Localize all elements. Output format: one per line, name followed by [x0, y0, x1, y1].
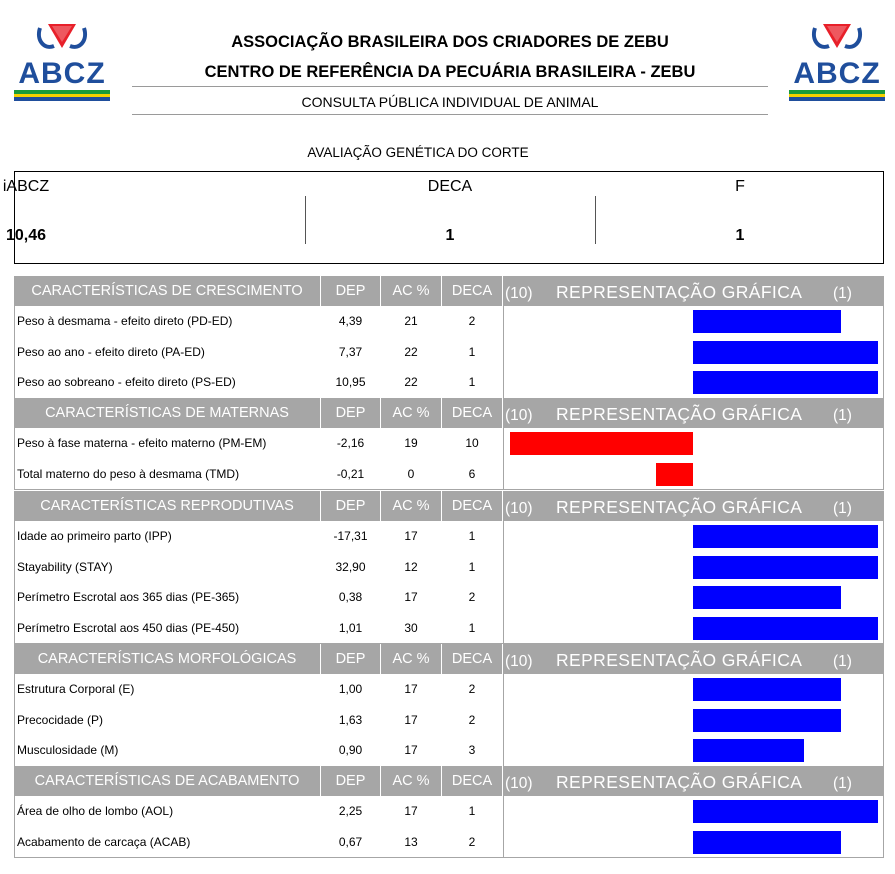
column-header-scale — [503, 398, 884, 428]
abcz-logo-text: ABCZ — [793, 57, 881, 90]
trait-ac: 17 — [404, 590, 418, 604]
column-header-dep: DEP — [335, 283, 366, 299]
trait-deca: 2 — [468, 712, 476, 727]
trait-dep: 1,01 — [338, 620, 363, 635]
trait-deca: 1 — [468, 559, 476, 574]
positive-bar — [693, 525, 878, 548]
positive-bar — [693, 310, 841, 333]
header-divider — [132, 86, 768, 87]
scale-min-label: (10) — [505, 407, 533, 424]
trait-deca: 2 — [468, 314, 476, 328]
trait-ac: 22 — [404, 375, 418, 389]
positive-bar — [693, 556, 878, 579]
abcz-emblem-icon — [34, 20, 90, 56]
trait-dep: -2,16 — [336, 436, 365, 450]
trait-dep: 7,37 — [338, 344, 363, 359]
trait-deca: 3 — [468, 743, 476, 757]
column-header-deca: DECA — [451, 283, 493, 299]
table-row — [15, 705, 883, 736]
group-name: CARACTERÍSTICAS DE ACABAMENTO — [34, 773, 300, 789]
group-header — [14, 276, 884, 306]
table-row — [15, 428, 883, 459]
positive-bar — [693, 586, 841, 609]
header-title-line2: CENTRO DE REFERÊNCIA DA PECUÁRIA BRASILEIRA - ZEBU — [204, 63, 696, 81]
trait-deca: 2 — [468, 682, 476, 696]
trait-dep: 0,67 — [338, 834, 363, 849]
trait-ac: 0 — [407, 466, 415, 481]
table-row — [15, 337, 883, 368]
table-row — [15, 827, 883, 858]
trait-ac: 17 — [404, 682, 418, 696]
group-body — [14, 674, 884, 767]
scale-title: REPRESENTAÇÃO GRÁFICA — [556, 650, 803, 670]
trait-name: Perímetro Escrotal aos 450 dias (PE-450) — [17, 620, 240, 635]
trait-deca: 1 — [468, 804, 476, 818]
scale-min-label: (10) — [505, 285, 533, 302]
group-body — [14, 796, 884, 858]
negative-bar — [510, 432, 693, 455]
trait-name: Estrutura Corporal (E) — [17, 682, 135, 696]
group-header — [14, 766, 884, 796]
column-header-scale — [503, 276, 884, 306]
trait-name: Perímetro Escrotal aos 365 dias (PE-365) — [17, 590, 240, 604]
trait-name: Musculosidade (M) — [17, 743, 119, 757]
trait-deca: 1 — [468, 529, 476, 543]
trait-deca: 1 — [468, 344, 476, 359]
column-header-scale — [503, 491, 884, 521]
trait-name: Stayability (STAY) — [17, 559, 113, 574]
column-header-ac: AC % — [392, 283, 430, 299]
group-name: CARACTERÍSTICAS MORFOLÓGICAS — [37, 651, 297, 667]
negative-bar — [656, 463, 693, 486]
column-header-ac: AC % — [392, 498, 430, 514]
trait-dep: -17,31 — [333, 529, 368, 543]
positive-bar — [693, 617, 878, 640]
positive-bar — [693, 371, 878, 394]
trait-name: Área de olho de lombo (AOL) — [17, 804, 174, 818]
trait-dep: 32,90 — [335, 559, 366, 574]
summary-label: iABCZ — [2, 178, 50, 195]
trait-dep: 4,39 — [338, 314, 363, 328]
trait-ac: 19 — [404, 436, 418, 450]
positive-bar — [693, 341, 878, 364]
trait-ac: 12 — [404, 559, 418, 574]
column-header-deca: DECA — [451, 498, 493, 514]
header-title-line1: ASSOCIAÇÃO BRASILEIRA DOS CRIADORES DE ZEBU — [231, 33, 669, 51]
trait-name: Peso ao ano - efeito direto (PA-ED) — [17, 344, 205, 359]
trait-name: Peso à fase materna - efeito materno (PM-EM) — [17, 436, 267, 450]
trait-name: Precocidade (P) — [17, 712, 104, 727]
group-body — [14, 428, 884, 490]
column-header-deca: DECA — [451, 405, 493, 421]
trait-name: Idade ao primeiro parto (IPP) — [17, 529, 172, 543]
summary-label: DECA — [427, 178, 473, 195]
trait-deca: 6 — [468, 466, 476, 481]
table-row — [15, 367, 883, 398]
trait-dep: -0,21 — [336, 466, 365, 481]
scale-max-label: (1) — [833, 500, 852, 517]
summary-value: 1 — [735, 227, 745, 244]
group-name: CARACTERÍSTICAS REPRODUTIVAS — [40, 498, 294, 514]
positive-bar — [693, 831, 841, 854]
trait-ac: 30 — [404, 620, 418, 635]
trait-ac: 21 — [404, 314, 418, 328]
group-header — [14, 398, 884, 428]
column-header-scale — [503, 766, 884, 796]
trait-name: Acabamento de carcaça (ACAB) — [17, 834, 191, 849]
scale-max-label: (1) — [833, 407, 852, 424]
scale-title: REPRESENTAÇÃO GRÁFICA — [556, 404, 803, 424]
trait-ac: 17 — [404, 743, 418, 757]
trait-name: Peso à desmama - efeito direto (PD-ED) — [17, 314, 233, 328]
scale-title: REPRESENTAÇÃO GRÁFICA — [556, 497, 803, 517]
group-name: CARACTERÍSTICAS DE CRESCIMENTO — [31, 283, 303, 299]
positive-bar — [693, 800, 878, 823]
column-header-ac: AC % — [392, 773, 430, 789]
group-body — [14, 521, 884, 644]
summary-label: F — [735, 178, 745, 195]
table-row — [15, 521, 883, 552]
trait-deca: 1 — [468, 375, 476, 389]
abcz-logo-left — [14, 20, 110, 102]
summary-box — [2, 171, 884, 264]
positive-bar — [693, 678, 841, 701]
group-header — [14, 644, 884, 674]
summary-value: 1 — [445, 227, 455, 244]
group-body — [14, 306, 884, 399]
section-title: AVALIAÇÃO GENÉTICA DO CORTE — [307, 145, 529, 160]
summary-f — [595, 172, 885, 263]
summary-value: 10,46 — [5, 227, 47, 244]
scale-title: REPRESENTAÇÃO GRÁFICA — [556, 772, 803, 792]
table-row — [15, 552, 883, 583]
trait-deca: 2 — [468, 590, 476, 604]
table-row — [15, 459, 883, 490]
trait-ac: 17 — [404, 529, 418, 543]
table-row — [15, 796, 883, 827]
trait-deca: 10 — [465, 436, 479, 450]
scale-min-label: (10) — [505, 500, 533, 517]
scale-min-label: (10) — [505, 653, 533, 670]
group-header — [14, 491, 884, 521]
scale-min-label: (10) — [505, 775, 533, 792]
trait-dep: 1,63 — [338, 712, 363, 727]
scale-max-label: (1) — [833, 775, 852, 792]
table-row — [15, 306, 883, 337]
summary-deca — [305, 172, 595, 263]
trait-name: Total materno do peso à desmama (TMD) — [17, 466, 240, 481]
group-name: CARACTERÍSTICAS DE MATERNAS — [45, 405, 289, 421]
trait-deca: 1 — [468, 620, 476, 635]
trait-ac: 17 — [404, 712, 418, 727]
header-divider — [132, 114, 768, 115]
column-header-dep: DEP — [335, 651, 366, 667]
column-header-dep: DEP — [335, 405, 366, 421]
trait-name: Peso ao sobreano - efeito direto (PS-ED) — [17, 375, 236, 389]
trait-ac: 13 — [404, 834, 418, 849]
abcz-logo-text: ABCZ — [18, 57, 106, 90]
column-header-ac: AC % — [392, 405, 430, 421]
positive-bar — [693, 709, 841, 732]
column-header-dep: DEP — [335, 498, 366, 514]
trait-dep: 10,95 — [335, 375, 366, 389]
column-header-ac: AC % — [392, 651, 430, 667]
trait-dep: 0,90 — [338, 743, 363, 757]
flag-stripe-icon — [14, 90, 110, 101]
scale-max-label: (1) — [833, 285, 852, 302]
column-header-deca: DECA — [451, 773, 493, 789]
column-header-scale — [503, 644, 884, 674]
table-row — [15, 582, 883, 613]
scale-title: REPRESENTAÇÃO GRÁFICA — [556, 282, 803, 302]
summary-iabcz — [2, 172, 305, 263]
table-row — [15, 613, 883, 644]
abcz-logo-right — [789, 20, 885, 102]
column-header-deca: DECA — [451, 651, 493, 667]
flag-stripe-icon — [789, 90, 885, 101]
trait-ac: 22 — [404, 344, 418, 359]
column-header-dep: DEP — [335, 773, 366, 789]
table-row — [15, 735, 883, 766]
trait-deca: 2 — [468, 834, 476, 849]
trait-dep: 0,38 — [338, 590, 363, 604]
abcz-emblem-icon — [809, 20, 865, 56]
trait-dep: 1,00 — [338, 682, 363, 696]
positive-bar — [693, 739, 804, 762]
table-row — [15, 674, 883, 705]
scale-max-label: (1) — [833, 653, 852, 670]
trait-ac: 17 — [404, 804, 418, 818]
header-subtitle: CONSULTA PÚBLICA INDIVIDUAL DE ANIMAL — [301, 94, 599, 110]
trait-dep: 2,25 — [338, 804, 363, 818]
